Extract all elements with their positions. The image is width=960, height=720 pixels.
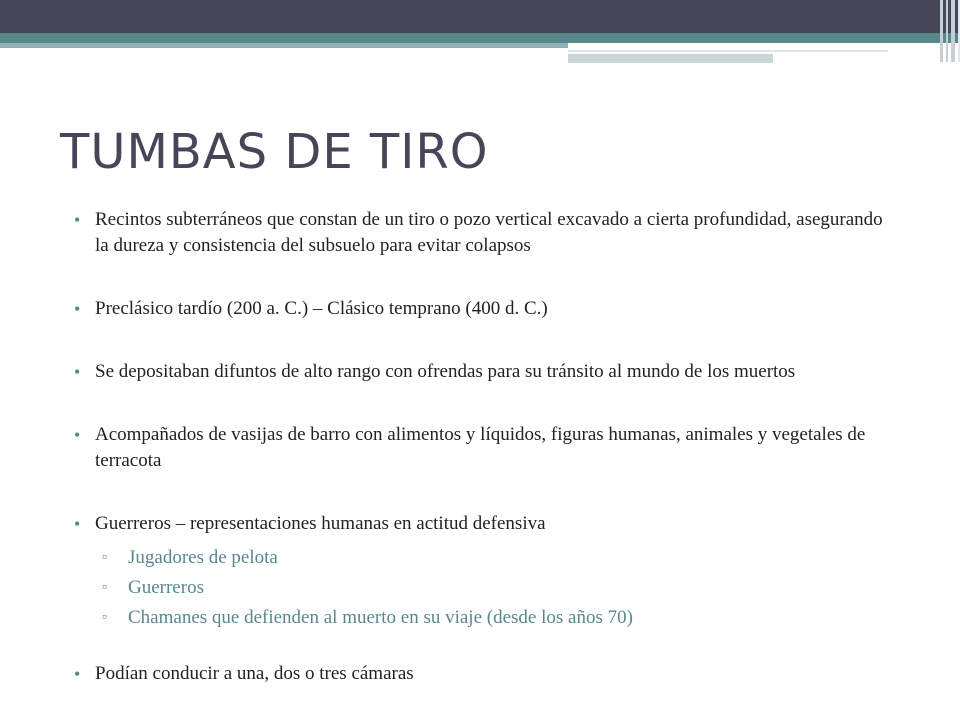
bullet-item: • Guerreros – representaciones humanas en actitud defensiva: [74, 511, 894, 537]
accent-line: [568, 50, 888, 52]
sub-bullet-item: ▫ Chamanes que defienden al muerto en su viaje (desde los años 70): [74, 605, 894, 631]
corner-stripe: [940, 0, 943, 62]
bullet-item: • Acompañados de vasijas de barro con alimentos y líquidos, figuras humanas, animales y vegetales de terracota: [74, 422, 894, 474]
slide-content: [74, 207, 894, 687]
corner-stripes: [928, 0, 960, 62]
bullet-item: • Recintos subterráneos que constan de un tiro o pozo vertical excavado a cierta profundidad, asegurando la dureza y consistencia del subsuelo para evitar colapsos: [74, 207, 894, 259]
slide-title: TUMBAS DE TIRO: [60, 124, 489, 180]
corner-stripe: [946, 0, 948, 62]
bullet-item: • Se depositaban difuntos de alto rango con ofrendas para su tránsito al mundo de los muertos: [74, 359, 894, 385]
bullet-item: • Preclásico tardío (200 a. C.) – Clásico temprano (400 d. C.): [74, 296, 894, 322]
corner-stripe: [951, 0, 955, 62]
top-bar: [0, 0, 960, 33]
teal-band-light: [0, 43, 568, 48]
accent-line-secondary: [568, 54, 773, 63]
sub-bullet-item: ▫ Jugadores de pelota: [74, 545, 894, 571]
teal-band: [0, 33, 960, 43]
sub-bullet-item: ▫ Guerreros: [74, 575, 894, 601]
bullet-item: • Podían conducir a una, dos o tres cámaras: [74, 661, 894, 687]
